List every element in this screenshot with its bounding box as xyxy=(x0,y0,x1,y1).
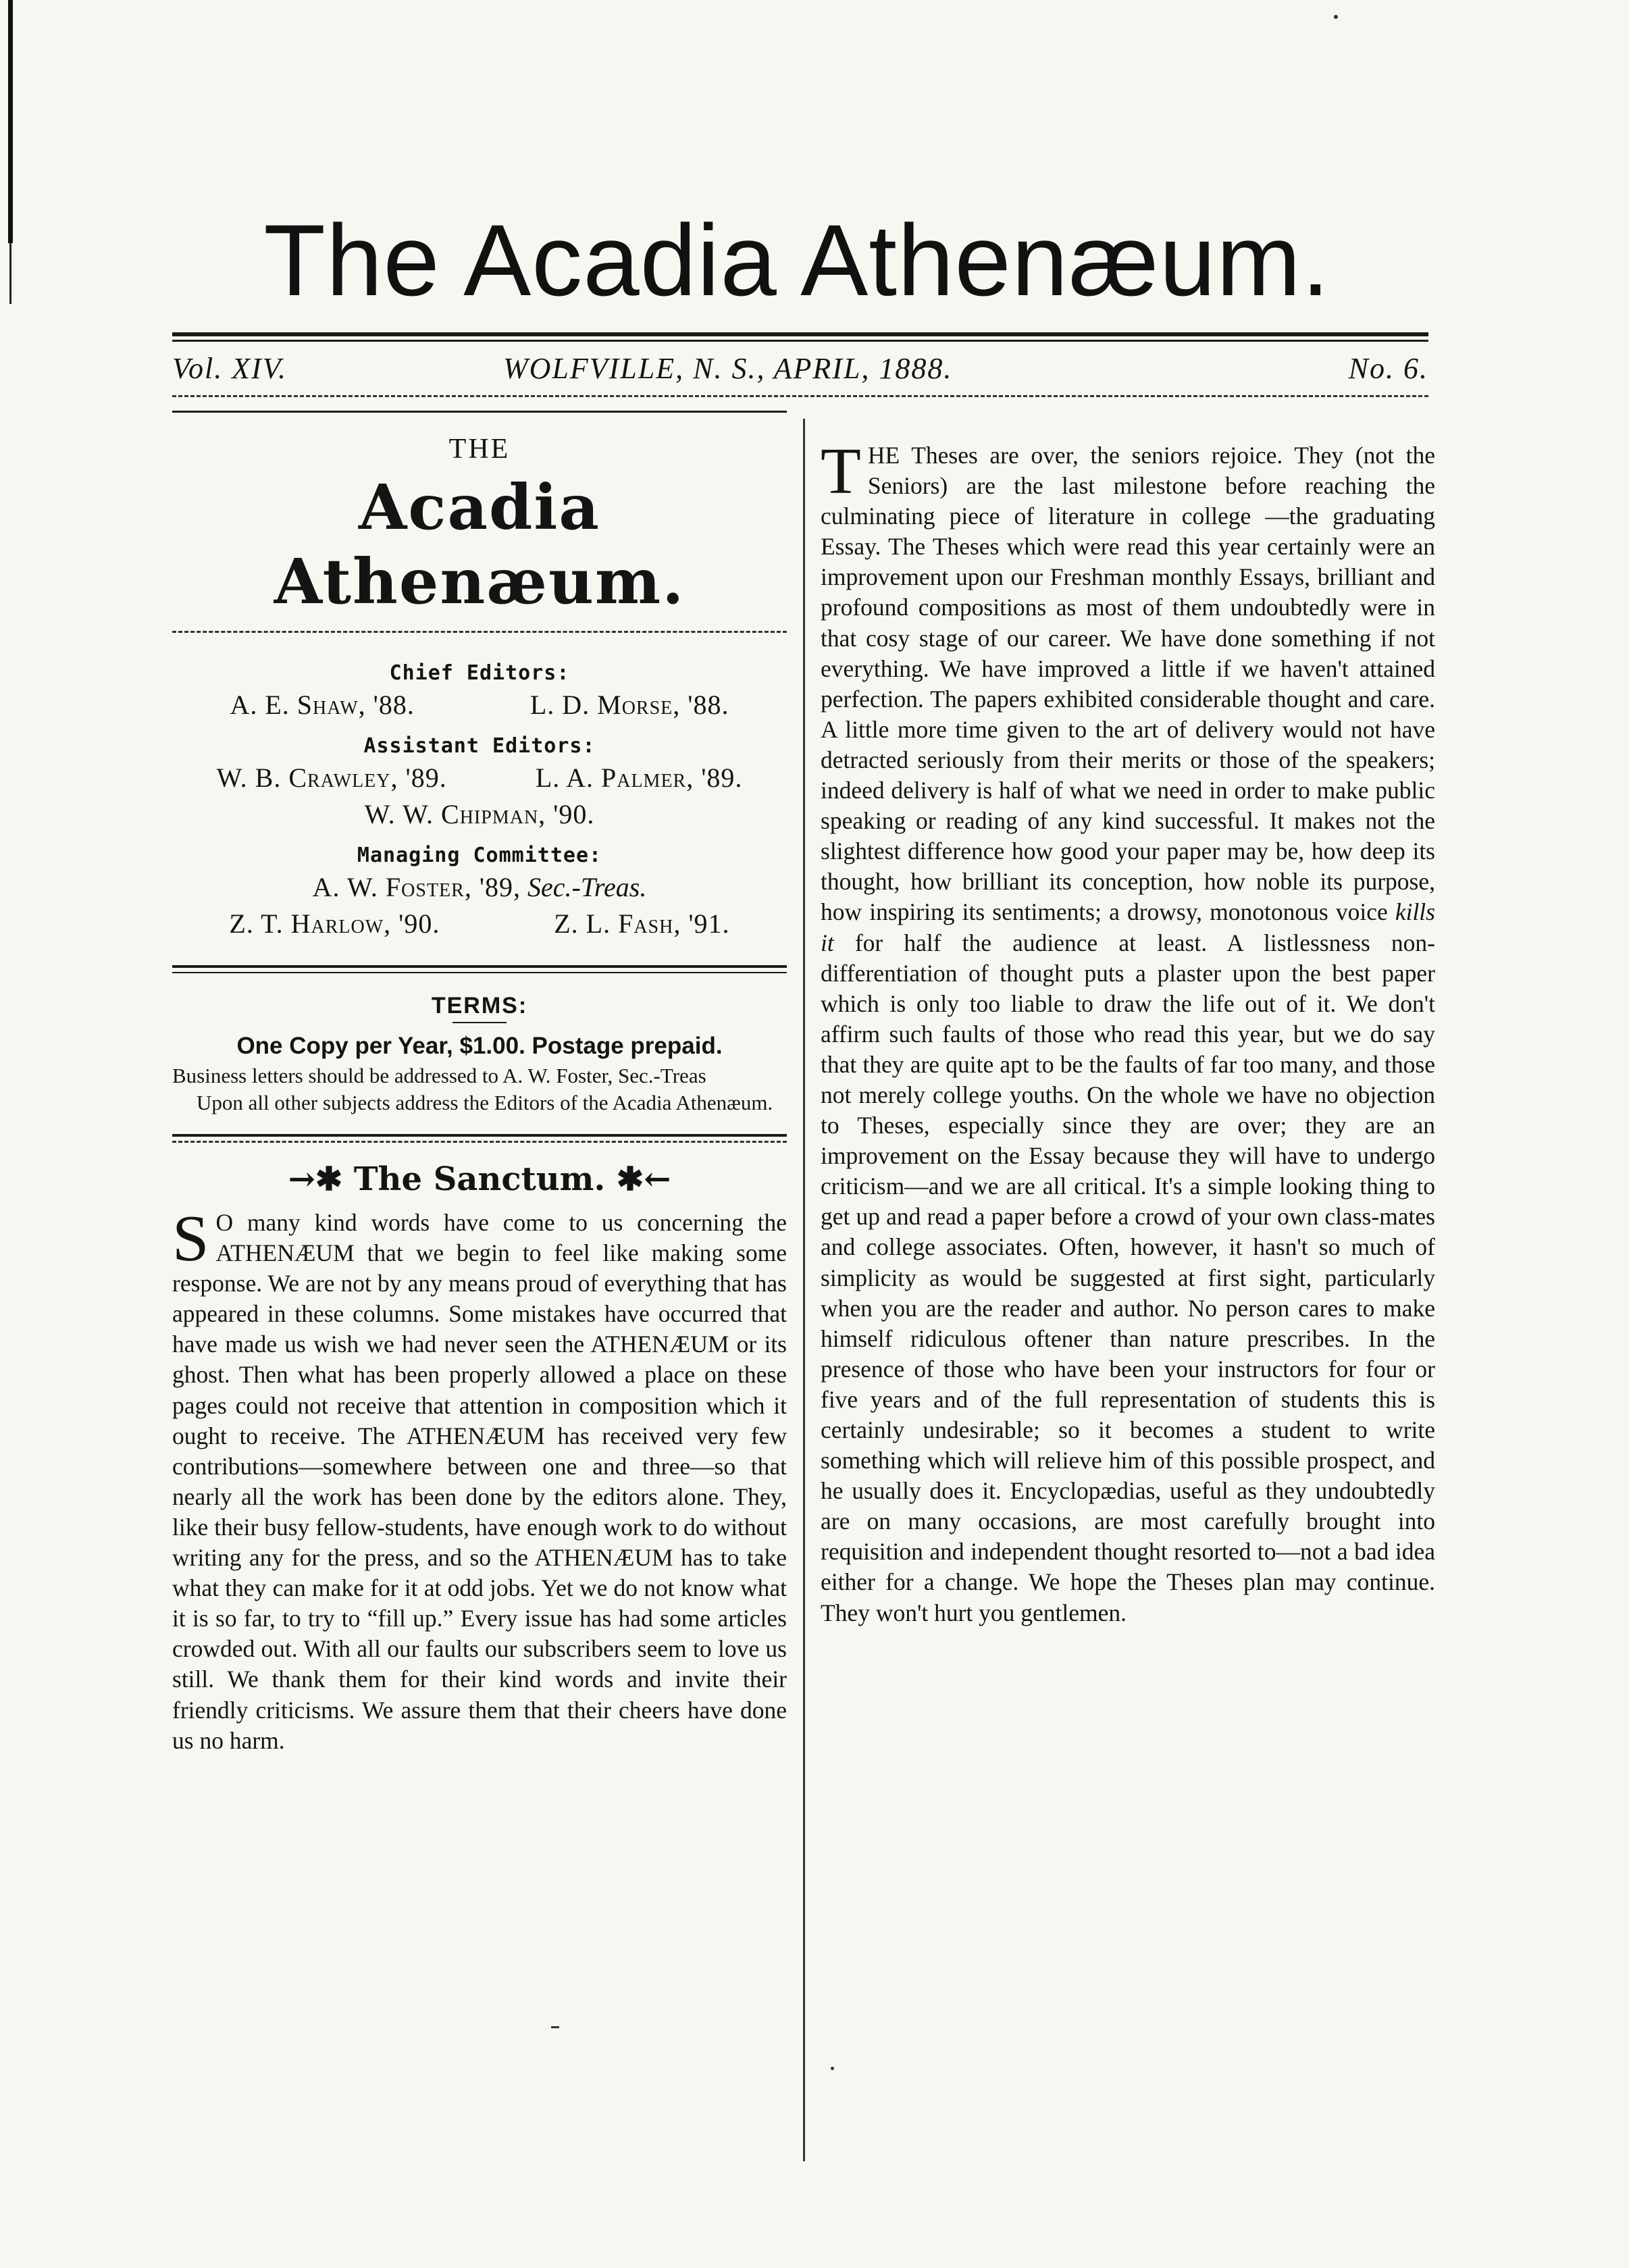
column-divider xyxy=(803,419,805,2161)
sanctum-text: O many kind words have come to us concerning the ATHENÆUM that we begin to feel like making some response. We are not by any means proud of everything that has appeared in these columns. Some mistakes have occurred that have made us wish we had never seen the ATHENÆUM or its ghost. Then what has been properly allowed a place on these pages could not receive that attention in composition which it ought to receive. The ATHENÆUM has received very few contributions—somewhere between one and three—so that nearly all the work has been done by the editors alone. They, like their busy fellow-students, have enough work to do without writing any for the press, and so the ATHENÆUM has to take what they can make for it at odd jobs. Yet we do not know what it is so far, to try to “fill up.” Every issue has had some articles crowded out. With all our faults our subscribers seem to love us still. We thank them for their kind words and invite their friendly criticisms. We assure them that their cheers have done us no harm. xyxy=(172,1209,787,1754)
terms-text xyxy=(172,1062,787,1116)
stray-mark xyxy=(551,2026,559,2028)
terms-underline xyxy=(452,1022,507,1023)
terms-business: Business letters should be addressed to A. W. Foster, Sec.-Treas xyxy=(172,1064,706,1087)
chief-editors xyxy=(172,687,787,723)
theses-dropcap: T xyxy=(821,435,861,508)
assistant-editors-heading: Assistant Editors: xyxy=(363,734,596,758)
committee-name: Z. L. Fash, '91. xyxy=(554,908,730,939)
managing-committee xyxy=(172,869,787,942)
left-column-top-rule xyxy=(172,411,787,413)
editor-name: L. A. Palmer, '89. xyxy=(535,763,743,793)
sanctum-heading: →✱ The Sanctum. ✱← xyxy=(288,1160,671,1198)
theses-article xyxy=(821,435,1436,1628)
page-edge-mark xyxy=(8,0,13,243)
nameplate-title: Acadia Athenæum. xyxy=(274,471,686,618)
terms-rule xyxy=(172,965,787,968)
issue-line-rule xyxy=(172,395,1428,397)
editor-name: W. B. Crawley, '89. xyxy=(216,763,447,793)
theses-text-part1: HE Theses are over, the seniors rejoice. They (not the Seniors) are the last milestone before reaching the culminating piece of literature in college —the graduating Essay. The Theses which were read this year certainly were an improvement upon our Freshman monthly Essays, brilliant and profound compositions as most of them undoubtedly were in that cosy stage of our career. We have done something if not everything. We have improved a little if we haven't attained perfection. The papers exhibited considerable thought and care. A little more time given to the art of delivery would not have detracted seriously from their merits or those of the speakers; indeed delivery is half of what we need in order to make public speaking or reading of any kind successful. It makes not the slightest difference how good your paper may be, how deep its thought, how brilliant its conception, how noble its purpose, how inspiring its sentiments; a drowsy, monotonous voice xyxy=(821,442,1435,926)
left-column xyxy=(172,426,787,1756)
sanctum-rule xyxy=(172,1134,787,1137)
issue-number: No. 6. xyxy=(1348,352,1428,385)
terms-other: Upon all other subjects address the Editors of the Acadia Athenæum. xyxy=(197,1091,773,1114)
committee-role: Sec.-Treas. xyxy=(527,872,647,902)
chief-editors-heading: Chief Editors: xyxy=(389,661,570,685)
sanctum-dropcap: S xyxy=(172,1202,209,1275)
page-edge-mark-lower xyxy=(9,243,11,304)
masthead-title: The Acadia Athenæum. xyxy=(263,203,1330,317)
sanctum-article xyxy=(172,1202,787,1756)
stray-mark xyxy=(1334,15,1338,19)
volume-number: Vol. XIV. xyxy=(172,352,287,385)
editor-name: A. E. Shaw, '88. xyxy=(230,690,415,720)
committee-name: Z. T. Harlow, '90. xyxy=(229,908,440,939)
committee-name: A. W. Foster, '89, xyxy=(312,872,521,902)
nameplate-the: THE xyxy=(448,434,511,465)
theses-emphasis: kills it xyxy=(821,898,1435,956)
assistant-editors xyxy=(172,760,787,833)
editor-name: L. D. Morse, '88. xyxy=(529,690,729,720)
right-column xyxy=(821,435,1436,1628)
nameplate-rule xyxy=(172,631,787,633)
editor-name: W. W. Chipman, '90. xyxy=(364,799,595,829)
sanctum-rule-dashed xyxy=(172,1141,787,1143)
managing-committee-heading: Managing Committee: xyxy=(357,844,602,867)
place-and-date: WOLFVILLE, N. S., APRIL, 1888. xyxy=(503,352,953,385)
terms-heading: TERMS: xyxy=(431,993,528,1019)
stray-mark xyxy=(831,2067,834,2070)
theses-text-part2: for half the audience at least. A listlessness non-differentiation of thought puts a plaster upon the best paper which is only too liable to draw the life out of it. We don't affirm such faults of those who read this year, but we do say that they are quite apt to be the faults of far too many, and those not merely college youths. On the whole we have no objection to Theses, especially since they are over; they are an improvement on the Essay because they will have to undergo criticism—and we are all critical. It's a simple looking thing to get up and read a paper before a crowd of your own class-mates and college associates. Often, however, it hasn't so much of simplicity as would be suggested at first sight, particularly when you are the reader and author. No person cares to make himself ridiculous oftener than nature prescribes. In the presence of those who have been your instructors for four or five years and of the full representation of students this is certainly undesirable; so it becomes a student to write something which will relieve him of this possible prospect, and he usually does it. Encyclopædias, useful as they undoubtedly are on many occasions, are most carefully brought into requisition and independent thought resorted to—not a bad idea either for a change. We hope the Theses plan may continue. They won't hurt you gentlemen. xyxy=(821,929,1436,1626)
masthead-rule-top-thin xyxy=(172,340,1428,342)
masthead-rule-top xyxy=(172,332,1428,336)
terms-rule-thin xyxy=(172,972,787,973)
terms-price: One Copy per Year, $1.00. Postage prepaid. xyxy=(236,1033,723,1059)
